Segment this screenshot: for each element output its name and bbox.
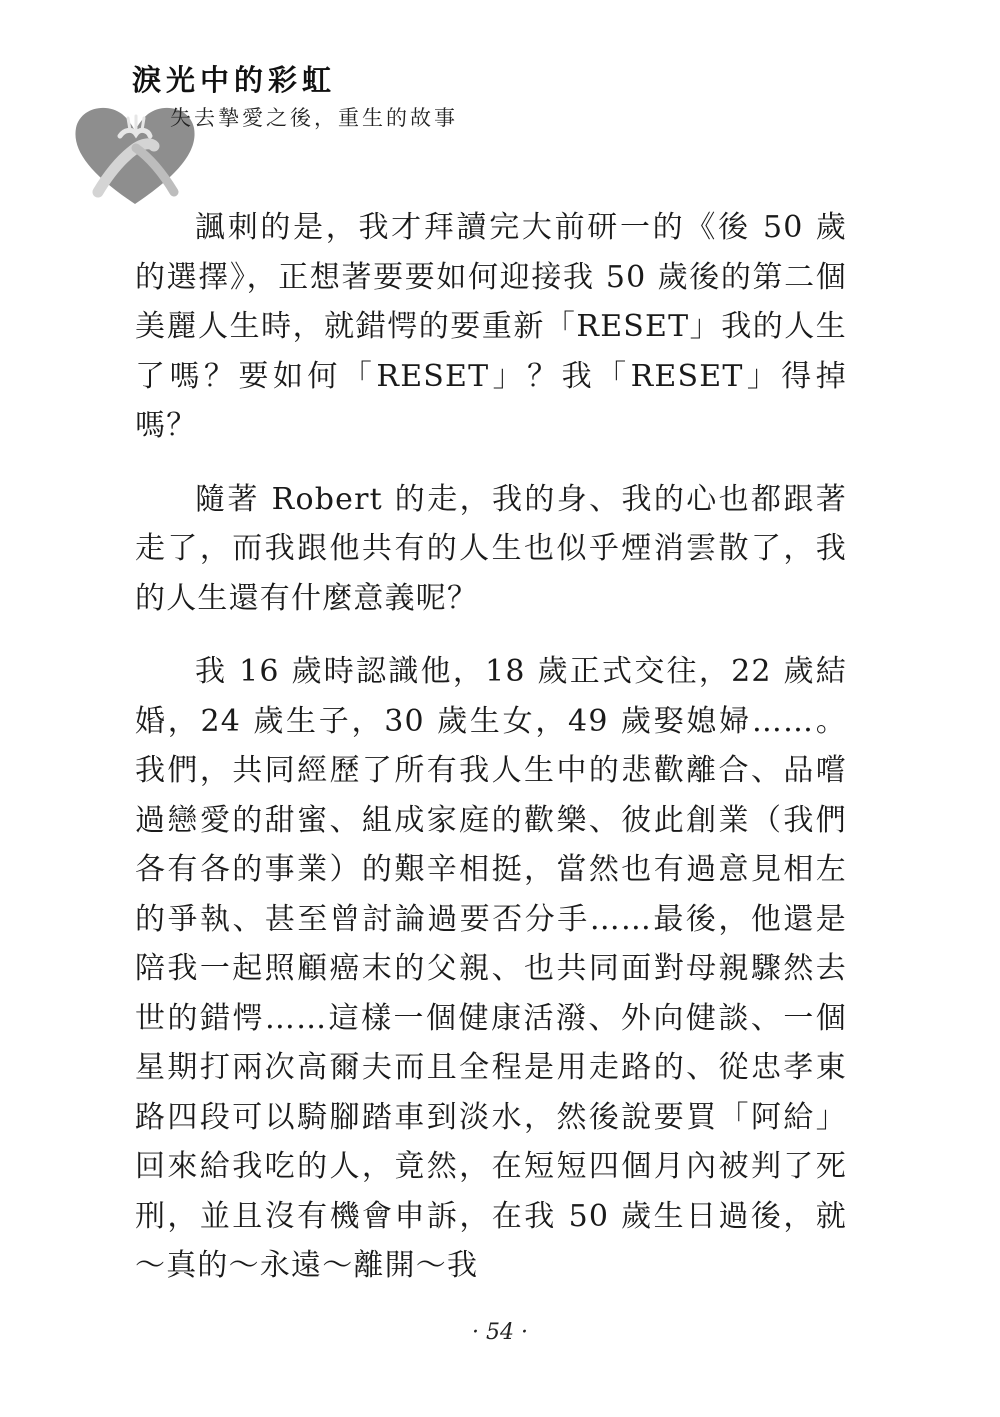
book-subtitle: 失去摯愛之後，重生的故事 xyxy=(170,106,458,130)
paragraph: 諷刺的是，我才拜讀完大前研一的《後 50 歲的選擇》，正想著要要如何迎接我 50 歲後的第二個美麗人生時，就錯愕的要重新「RESET」我的人生了嗎？要如何「RESET」？我「RESET」得掉嗎？ xyxy=(135,210,847,443)
page-number: · 54 · xyxy=(472,1320,528,1345)
paragraph: 我 16 歲時認識他，18 歲正式交往，22 歲結婚，24 歲生子，30 歲生女，49 歲娶媳婦……。我們，共同經歷了所有我人生中的悲歡離合、品嚐過戀愛的甜蜜、組成家庭的歡樂、彼此創業（我們各有各的事業）的艱辛相挺，當然也有過意見相左的爭執、甚至曾討論過要否分手……最後，他還是陪我一起照顧癌末的父親、也共同面對母親驟然去世的錯愕……這樣一個健康活潑、外向健談、一個星期打兩次高爾夫而且全程是用走路的、從忠孝東路四段可以騎腳踏車到淡水，然後說要買「阿給」回來給我吃的人，竟然，在短短四個月內被判了死刑，並且沒有機會申訴，在我 50 歲生日過後，就～真的～永遠～離開～我 xyxy=(135,654,847,1283)
book-title: 淚光中的彩虹 xyxy=(132,63,337,97)
running-header xyxy=(70,52,530,202)
paragraph: 隨著 Robert 的走，我的身、我的心也都跟著走了，而我跟他共有的人生也似乎煙消雲散了，我的人生還有什麼意義呢？ xyxy=(135,481,847,616)
body-text xyxy=(135,203,847,1315)
